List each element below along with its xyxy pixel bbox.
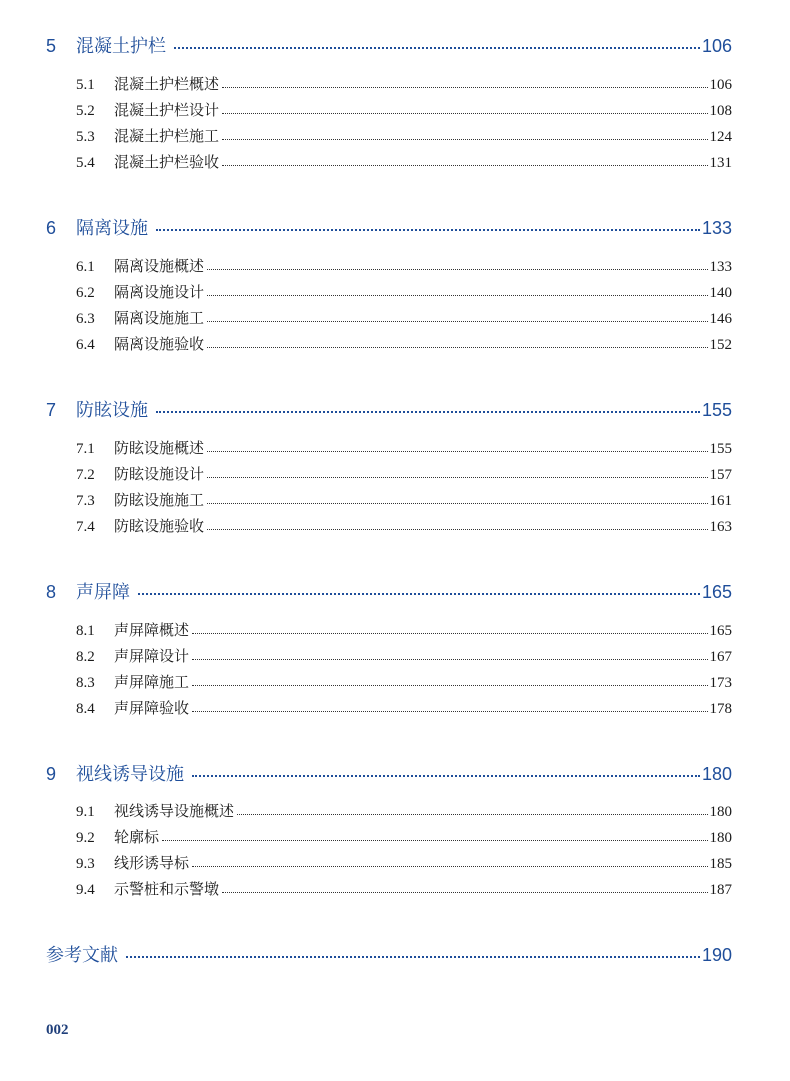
- section-page: 180: [709, 830, 732, 846]
- dot-leader: [192, 775, 700, 777]
- section-number: 6.4: [76, 337, 95, 353]
- section-number: 7.3: [76, 493, 95, 509]
- section-page: 140: [709, 285, 732, 301]
- chapter-title: 防眩设施: [76, 400, 148, 420]
- section-page: 187: [709, 882, 732, 898]
- section-number: 8.2: [76, 649, 95, 665]
- section-number: 5.3: [76, 129, 95, 145]
- dot-leader: [207, 503, 707, 504]
- section-title: 声屏障施工: [114, 675, 190, 691]
- toc-chapter-7[interactable]: [46, 397, 732, 423]
- references-title: 参考文献: [46, 945, 118, 965]
- section-title: 隔离设施施工: [114, 311, 205, 327]
- section-page: 165: [709, 623, 732, 639]
- section-number: 9.2: [76, 830, 95, 846]
- chapter-title: 隔离设施: [76, 218, 148, 238]
- section-number: 9.1: [76, 804, 95, 820]
- dot-leader: [126, 956, 700, 958]
- section-number: 5.4: [76, 155, 95, 171]
- toc-section-7-4[interactable]: [76, 517, 732, 537]
- section-number: 8.4: [76, 701, 95, 717]
- dot-leader: [207, 269, 707, 270]
- dot-leader: [192, 866, 707, 867]
- section-page: 155: [709, 441, 732, 457]
- section-number: 5.2: [76, 103, 95, 119]
- chapter-number: 9: [46, 764, 57, 784]
- toc-section-9-1[interactable]: [76, 802, 732, 822]
- footer-page-number: 002: [46, 1022, 69, 1038]
- chapter-page: 133: [701, 218, 732, 238]
- section-title: 隔离设施验收: [114, 337, 205, 353]
- dot-leader: [174, 47, 700, 49]
- toc-section-8-3[interactable]: [76, 673, 732, 693]
- section-title: 示警桩和示警墩: [114, 882, 220, 898]
- dot-leader: [192, 711, 707, 712]
- toc-section-8-4[interactable]: [76, 699, 732, 719]
- section-title: 防眩设施验收: [114, 519, 205, 535]
- dot-leader: [207, 295, 707, 296]
- toc-section-9-4[interactable]: [76, 880, 732, 900]
- section-number: 7.2: [76, 467, 95, 483]
- section-title: 防眩设施概述: [114, 441, 205, 457]
- toc-section-9-3[interactable]: [76, 854, 732, 874]
- dot-leader: [156, 229, 700, 231]
- section-title: 声屏障设计: [114, 649, 190, 665]
- section-page: 133: [709, 259, 732, 275]
- section-number: 7.4: [76, 519, 95, 535]
- section-number: 6.2: [76, 285, 95, 301]
- section-page: 185: [709, 856, 732, 872]
- section-page: 178: [709, 701, 732, 717]
- chapter-number: 6: [46, 218, 57, 238]
- toc-section-7-2[interactable]: [76, 465, 732, 485]
- section-page: 152: [709, 337, 732, 353]
- chapter-title: 视线诱导设施: [76, 764, 184, 784]
- toc-section-6-3[interactable]: [76, 309, 732, 329]
- chapter-title: 声屏障: [76, 582, 130, 602]
- dot-leader: [237, 814, 707, 815]
- dot-leader: [207, 529, 707, 530]
- section-page: 106: [709, 77, 732, 93]
- section-number: 9.4: [76, 882, 95, 898]
- toc-chapter-9[interactable]: [46, 761, 732, 787]
- section-title: 防眩设施设计: [114, 467, 205, 483]
- section-page: 124: [709, 129, 732, 145]
- section-page: 173: [709, 675, 732, 691]
- section-title: 线形诱导标: [114, 856, 190, 872]
- section-title: 混凝土护栏设计: [114, 103, 220, 119]
- section-page: 108: [709, 103, 732, 119]
- dot-leader: [222, 113, 707, 114]
- dot-leader: [156, 411, 700, 413]
- toc-section-6-1[interactable]: [76, 257, 732, 277]
- chapter-title: 混凝土护栏: [76, 36, 166, 56]
- chapter-page: 155: [701, 400, 732, 420]
- dot-leader: [207, 347, 707, 348]
- toc-chapter-6[interactable]: [46, 215, 732, 241]
- section-title: 隔离设施设计: [114, 285, 205, 301]
- toc-references[interactable]: [46, 942, 732, 968]
- section-page: 131: [709, 155, 732, 171]
- dot-leader: [162, 840, 707, 841]
- dot-leader: [222, 87, 707, 88]
- toc-section-8-2[interactable]: [76, 647, 732, 667]
- section-title: 混凝土护栏概述: [114, 77, 220, 93]
- section-number: 8.1: [76, 623, 95, 639]
- toc-chapter-8[interactable]: [46, 579, 732, 605]
- section-title: 轮廓标: [114, 830, 160, 846]
- references-page: 190: [701, 945, 732, 965]
- toc-section-5-2[interactable]: [76, 101, 732, 121]
- section-page: 157: [709, 467, 732, 483]
- section-title: 声屏障验收: [114, 701, 190, 717]
- chapter-number: 8: [46, 582, 57, 602]
- toc-chapter-5[interactable]: [46, 33, 732, 59]
- section-page: 146: [709, 311, 732, 327]
- dot-leader: [222, 892, 707, 893]
- chapter-page: 165: [701, 582, 732, 602]
- dot-leader: [207, 451, 707, 452]
- toc-section-6-2[interactable]: [76, 283, 732, 303]
- section-page: 167: [709, 649, 732, 665]
- dot-leader: [207, 477, 707, 478]
- dot-leader: [192, 685, 707, 686]
- toc-section-7-3[interactable]: [76, 491, 732, 511]
- dot-leader: [192, 633, 707, 634]
- section-title: 隔离设施概述: [114, 259, 205, 275]
- toc-section-6-4[interactable]: [76, 335, 732, 355]
- section-title: 视线诱导设施概述: [114, 804, 235, 820]
- section-number: 5.1: [76, 77, 95, 93]
- dot-leader: [207, 321, 707, 322]
- section-number: 7.1: [76, 441, 95, 457]
- section-page: 163: [709, 519, 732, 535]
- toc-section-5-1[interactable]: [76, 75, 732, 95]
- section-number: 6.1: [76, 259, 95, 275]
- dot-leader: [222, 139, 707, 140]
- section-number: 8.3: [76, 675, 95, 691]
- toc-section-9-2[interactable]: [76, 828, 732, 848]
- dot-leader: [138, 593, 700, 595]
- chapter-number: 5: [46, 36, 57, 56]
- dot-leader: [222, 165, 707, 166]
- section-number: 6.3: [76, 311, 95, 327]
- chapter-page: 106: [701, 36, 732, 56]
- section-page: 180: [709, 804, 732, 820]
- toc-section-7-1[interactable]: [76, 439, 732, 459]
- section-title: 混凝土护栏验收: [114, 155, 220, 171]
- toc-section-5-3[interactable]: [76, 127, 732, 147]
- section-title: 声屏障概述: [114, 623, 190, 639]
- chapter-number: 7: [46, 400, 57, 420]
- section-title: 防眩设施施工: [114, 493, 205, 509]
- toc-section-5-4[interactable]: [76, 153, 732, 173]
- section-title: 混凝土护栏施工: [114, 129, 220, 145]
- section-page: 161: [709, 493, 732, 509]
- dot-leader: [192, 659, 707, 660]
- toc-section-8-1[interactable]: [76, 621, 732, 641]
- section-number: 9.3: [76, 856, 95, 872]
- chapter-page: 180: [701, 764, 732, 784]
